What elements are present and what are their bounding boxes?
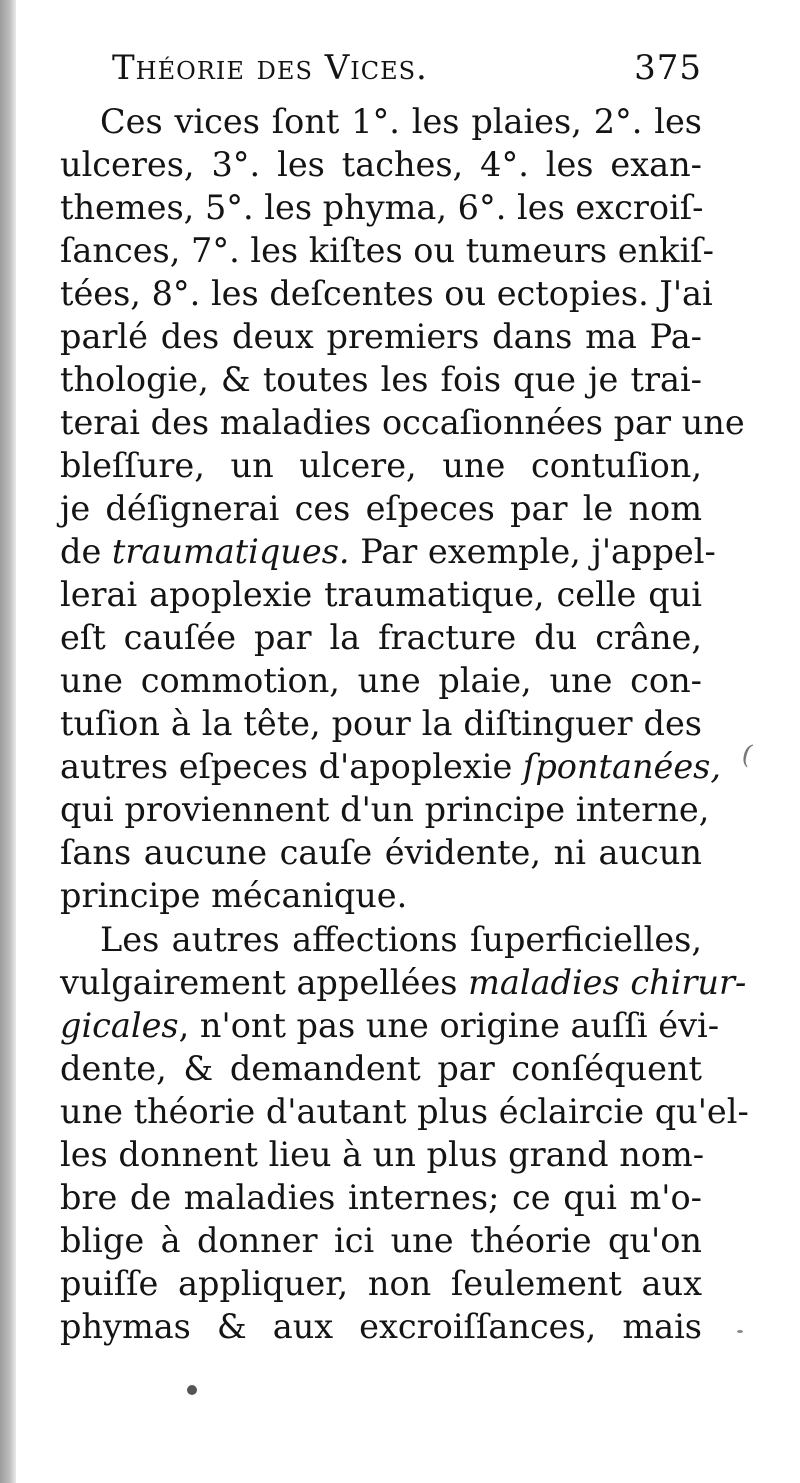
text-line: vulgairement appellées maladies chirur- <box>60 963 747 1002</box>
text-line: puiſſe appliquer, non ſeulement aux <box>60 1264 702 1303</box>
italic-term: ſpontanées, <box>522 747 722 786</box>
text-line: une commotion, une plaie, une con- <box>60 661 702 700</box>
text-line: ſances, 7°. les kiſtes ou tumeurs enkiſ- <box>60 231 714 270</box>
text-line: je déſignerai ces eſpeces par le nom <box>60 489 702 528</box>
text-line: ulceres, 3°. les taches, 4°. les exan- <box>60 145 702 184</box>
text-line: phymas & aux excroiſſances, mais <box>60 1307 702 1346</box>
text-line: blige à donner ici une théorie qu'on <box>60 1221 702 1260</box>
text-line: terai des maladies occaſionnées par une <box>60 403 745 442</box>
text-line: dente, & demandent par conſéquent <box>60 1049 702 1088</box>
text-line: Les autres affections ſuperficielles, <box>100 920 702 959</box>
text-line: thologie, & toutes les fois que je trai- <box>60 360 702 399</box>
text-line: bleſſure, un ulcere, une contuſion, <box>60 446 702 485</box>
margin-mark: ( <box>738 739 756 771</box>
book-page <box>60 40 749 1440</box>
ink-speck <box>187 1385 197 1395</box>
text-line: une théorie d'autant plus éclaircie qu'el- <box>60 1092 749 1131</box>
italic-term: maladies chirur- <box>468 963 747 1002</box>
page-number: 375 <box>634 48 702 88</box>
italic-term: gicales <box>60 1006 179 1045</box>
text-line: themes, 5°. les phyma, 6°. les excroiſ- <box>60 188 704 227</box>
text-line: Ces vices ſont 1°. les plaies, 2°. les <box>100 102 702 141</box>
text-line: tées, 8°. les deſcentes ou ectopies. J'ai <box>60 274 713 313</box>
italic-term: traumatiques. <box>111 532 350 571</box>
running-head-title: Théorie des Vices. <box>112 48 428 88</box>
text-line: lerai apoplexie traumatique, celle qui <box>60 575 702 614</box>
ink-speck <box>737 1330 743 1333</box>
scan-border <box>0 0 16 1483</box>
text-line: parlé des deux premiers dans ma Pa- <box>60 317 702 356</box>
text-line: ſans aucune cauſe évidente, ni aucun <box>60 833 702 872</box>
text-line: eſt cauſée par la fracture du crâne, <box>60 618 702 657</box>
text-line: de traumatiques. Par exemple, j'appel- <box>60 532 716 571</box>
text-line: qui proviennent d'un principe interne, <box>60 790 710 829</box>
text-line: tuſion à la tête, pour la diſtinguer des <box>60 704 702 743</box>
text-line: gicales, n'ont pas une origine auſſi évi- <box>60 1006 720 1045</box>
text-line: principe mécanique. <box>60 876 408 915</box>
running-head <box>112 48 702 98</box>
text-line: bre de maladies internes; ce qui m'o- <box>60 1178 702 1217</box>
text-line: les donnent lieu à un plus grand nom- <box>60 1135 705 1174</box>
text-line: autres eſpeces d'apoplexie ſpontanées, <box>60 747 722 786</box>
